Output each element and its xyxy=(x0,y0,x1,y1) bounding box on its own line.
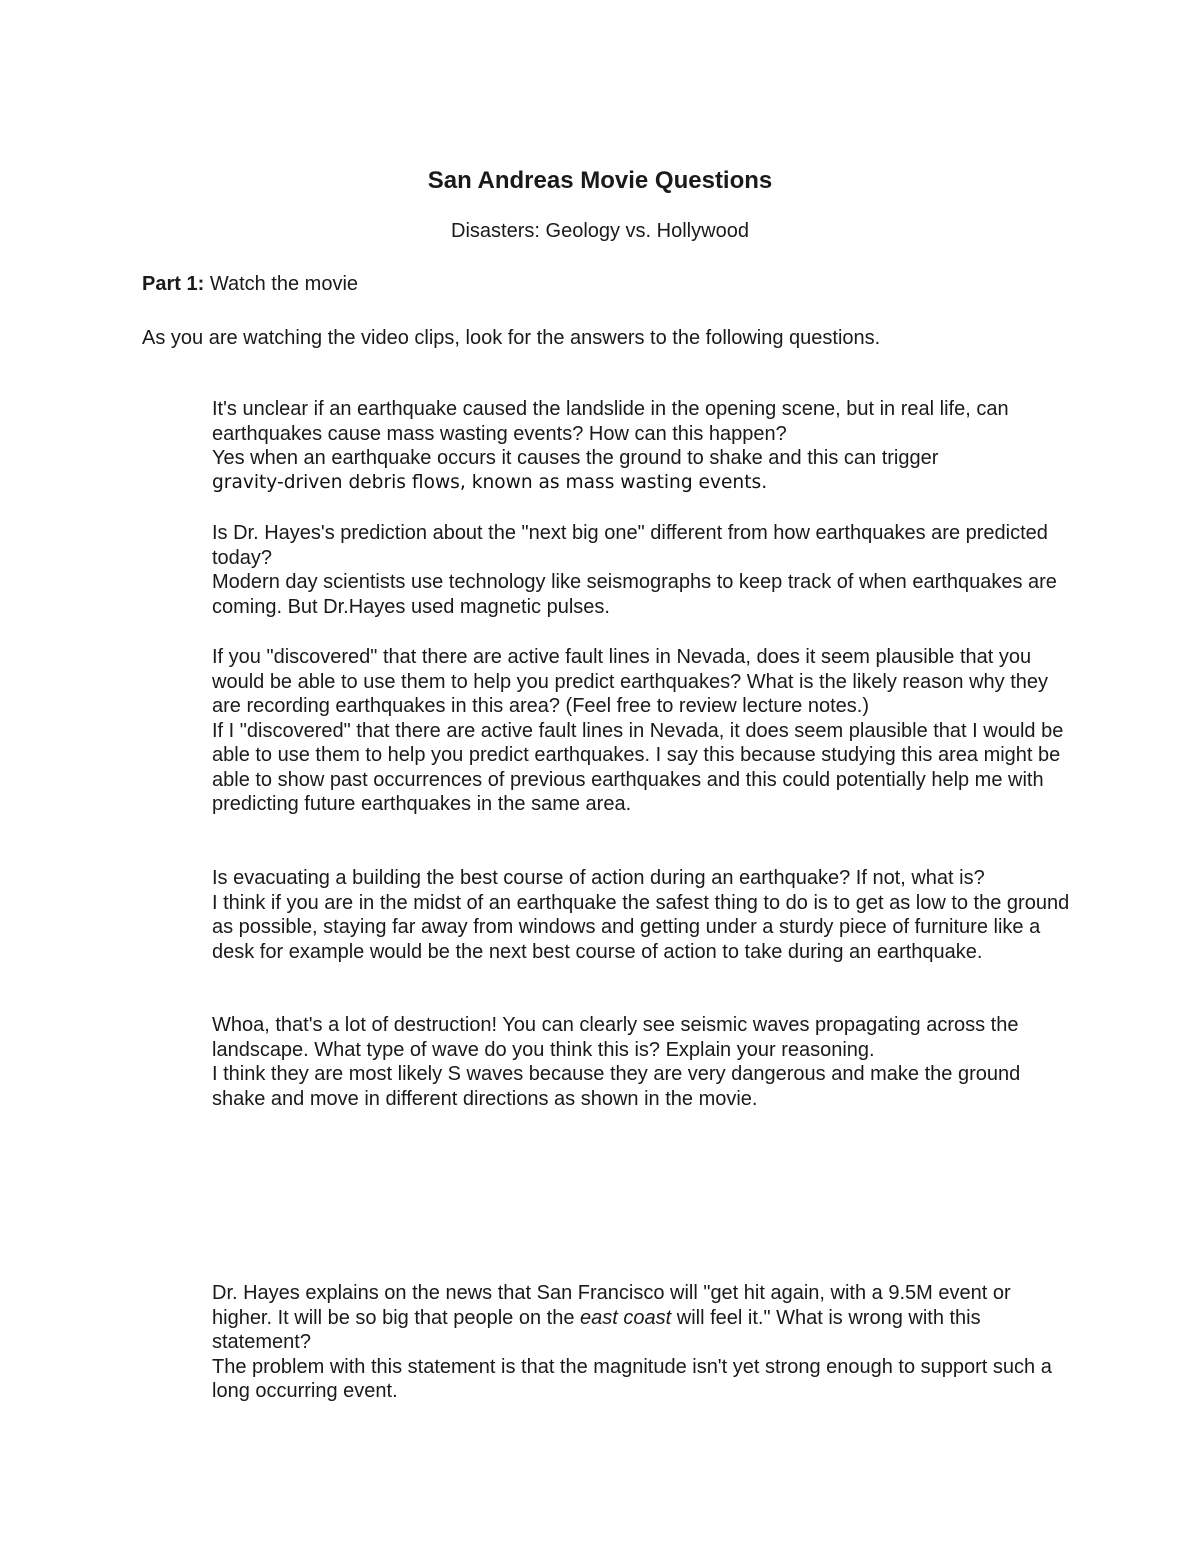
question-emphasis: east coast xyxy=(580,1306,672,1329)
answer-text: Modern day scientists use technology like seismographs to keep track of when earthquakes are coming. But Dr.Hayes used magnetic pulses. xyxy=(212,571,1057,618)
qa-block-2 xyxy=(212,521,1072,619)
answer-text: Yes when an earthquake occurs it causes the ground to shake and this can trigger xyxy=(212,447,939,469)
qa-block-5 xyxy=(212,1013,1072,1111)
answer-text: If I "discovered" that there are active fault lines in Nevada, it does seem plausible that I would be able to use them to help you predict earthquakes. I say this because studying this area might be able to show past occurrences of previous earthquakes and this could potentially help me with predicting future earthquakes in the same area. xyxy=(212,719,1064,815)
page-title: San Andreas Movie Questions xyxy=(427,167,773,194)
question-text: It's unclear if an earthquake caused the landslide in the opening scene, but in real life, can earthquakes cause mass wasting events? How can this happen? xyxy=(212,398,1009,445)
instructions-text: As you are watching the video clips, look for the answers to the following questions. xyxy=(142,327,881,349)
question-text: If you "discovered" that there are active fault lines in Nevada, does it seem plausible that you would be able to use them to help you predict earthquakes? What is the likely reason why they are recording earthquakes in this area? (Feel free to review lecture notes.) xyxy=(212,646,1049,717)
question-text: Whoa, that's a lot of destruction! You can clearly see seismic waves propagating across the landscape. What type of wave do you think this is? Explain your reasoning. xyxy=(212,1014,1019,1061)
answer-text: I think they are most likely S waves because they are very dangerous and make the ground shake and move in different directions as shown in the movie. xyxy=(212,1063,1021,1110)
answer-text-continued: gravity-driven debris flows, known as mass wasting events. xyxy=(212,471,768,493)
answer-text: I think if you are in the midst of an earthquake the safest thing to do is to get as low to the ground as possible, staying far away from windows and getting under a sturdy piece of furniture like a desk for example would be the next best course of action to take during an earthquake. xyxy=(212,891,1070,963)
qa-block-1 xyxy=(212,397,1072,495)
part-text: Watch the movie xyxy=(209,273,359,295)
question-text-part: Dr. Hayes explains on the news that San Francisco will "get hit again, with a 9.5M event or higher. It will be so big that people on the xyxy=(212,1282,1011,1329)
question-text xyxy=(212,1281,1072,1355)
page-subtitle: Disasters: Geology vs. Hollywood xyxy=(451,220,749,242)
qa-block-3 xyxy=(212,645,1072,817)
question-text: Is evacuating a building the best course of action during an earthquake? If not, what is? xyxy=(212,867,985,889)
question-text-part: will feel it." What is wrong with this statement? xyxy=(212,1306,981,1353)
question-text: Is Dr. Hayes's prediction about the "next big one" different from how earthquakes are predicted today? xyxy=(212,522,1048,569)
answer-text: The problem with this statement is that the magnitude isn't yet strong enough to support such a long occurring event. xyxy=(212,1355,1052,1402)
qa-block-4 xyxy=(212,866,1072,964)
qa-block-6 xyxy=(212,1281,1072,1404)
part-heading xyxy=(142,271,358,297)
part-label: Part 1: xyxy=(142,273,205,295)
